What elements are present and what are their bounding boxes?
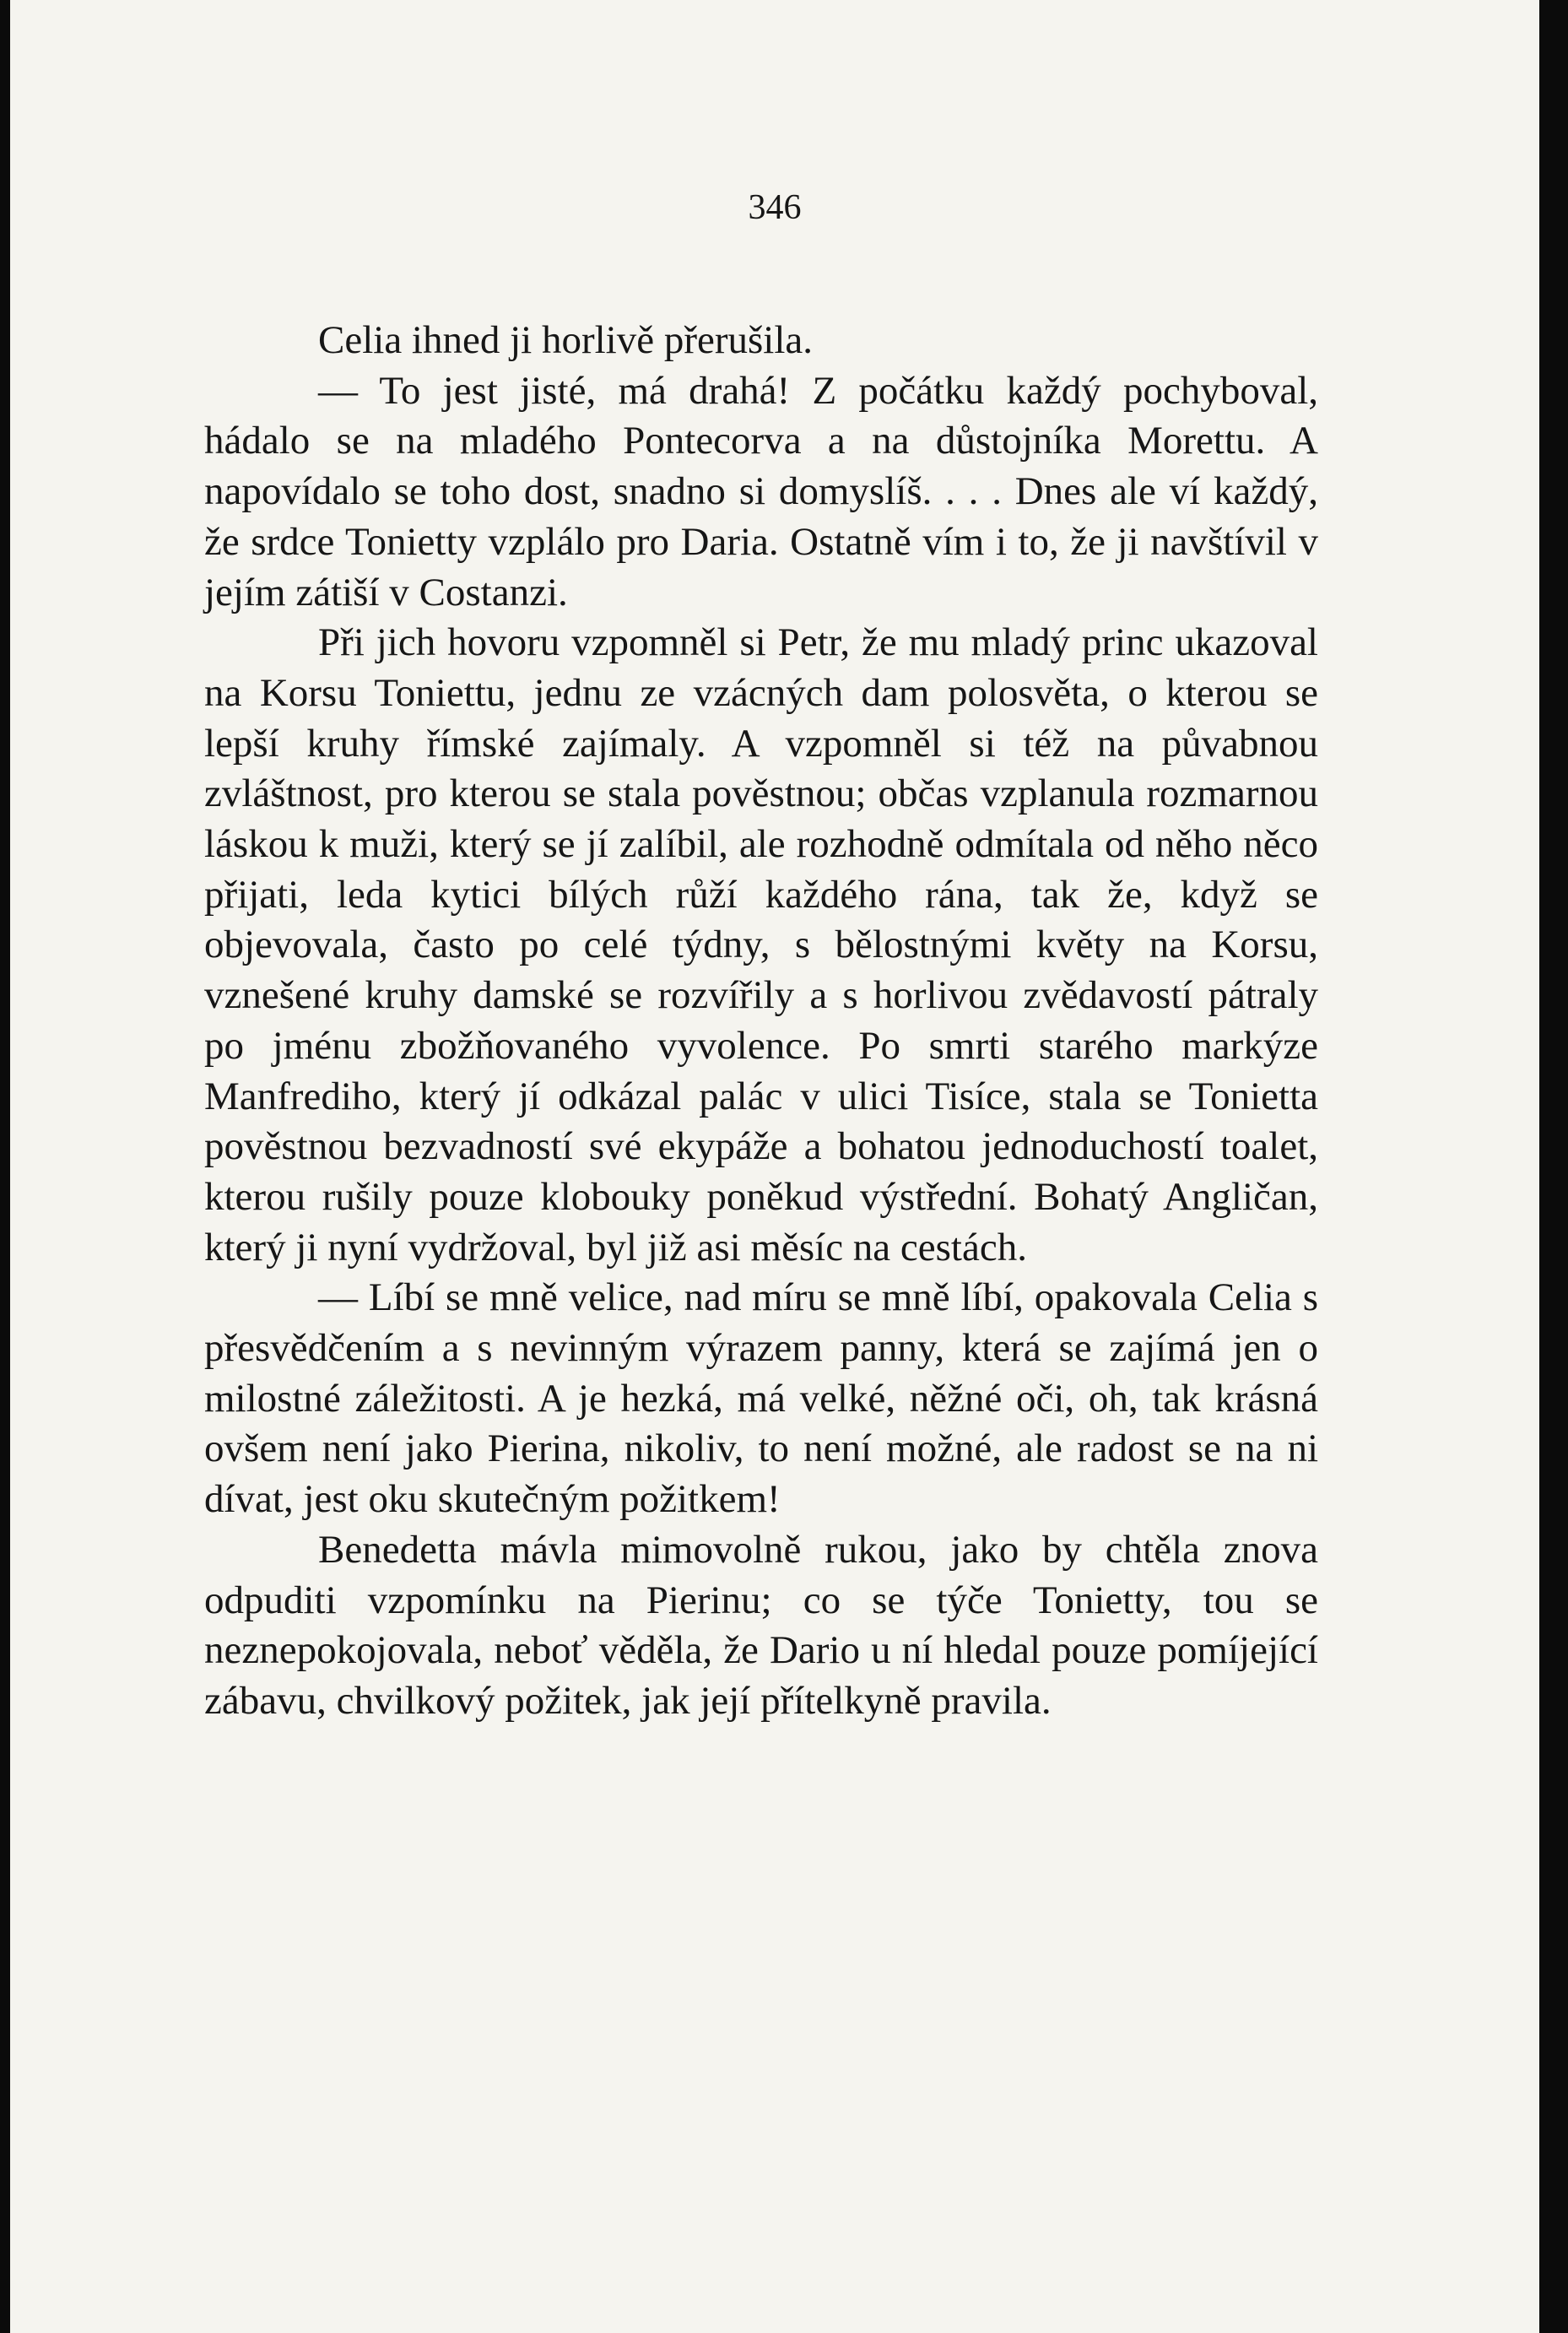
scan-edge [1539,0,1568,2333]
page-number: 346 [748,188,802,227]
paragraph: — To jest jisté, má drahá! Z počátku každý pochyboval, hádalo se na mladého Pontecorva a na důstojníka Morettu. A napovídalo se toho dost, snadno si domyslíš. . . . Dnes ale ví každý, že srdce Tonietty vzplálo pro Daria. Ostatně vím i to, že ji navštívil v jejím zátiší v Costanzi. [204,368,1318,614]
book-page [10,0,1539,2333]
paragraph: Celia ihned ji horlivě přerušila. [318,318,814,362]
body-text [204,316,1318,1727]
paragraph: — Líbí se mně velice, nad míru se mně líbí, opakovala Celia s přesvědčením a s nevinným výrazem panny, která se zajímá jen o milostné záležitosti. A je hezká, má velké, něžné oči, oh, tak krásná ovšem není jako Pierina, nikoliv, to není možné, ale radost se na ni dívat, jest oku skutečným požitkem! [204,1275,1318,1522]
paragraph: Benedetta mávla mimovolně rukou, jako by chtěla znova odpuditi vzpomínku na Pierinu; co se týče Tonietty, tou se neznepokojovala, neboť věděla, že Dario u ní hledal pouze pomíjející zábavu, chvilkový požitek, jak její přítelkyně pravila. [204,1527,1318,1723]
paragraph: Při jich hovoru vzpomněl si Petr, že mu mladý princ ukazoval na Korsu Toniettu, jednu ze vzácných dam polosvěta, o kterou se lepší kruhy římské zajímaly. A vzpomněl si též na půvabnou zvláštnost, pro kterou se stala pověstnou; občas vzplanula rozmarnou láskou k muži, který se jí zalíbil, ale rozhodně odmítala od něho něco přijati, leda kytici bílých růží každého rána, tak že, když se objevovala, často po celé týdny, s bělostnými květy na Korsu, vznešené kruhy damské se rozvířily a s horlivou zvědavostí pátraly po jménu zbožňovaného vyvolence. Po smrti starého markýze Manfrediho, který jí odkázal palác v ulici Tisíce, stala se Tonietta pověstnou bezvadností své ekypáže a bohatou jednoduchostí toalet, kterou rušily pouze klobouky poněkud výstřední. Bohatý Angličan, který ji nyní vydržoval, byl již asi měsíc na cestách. [204,620,1318,1269]
